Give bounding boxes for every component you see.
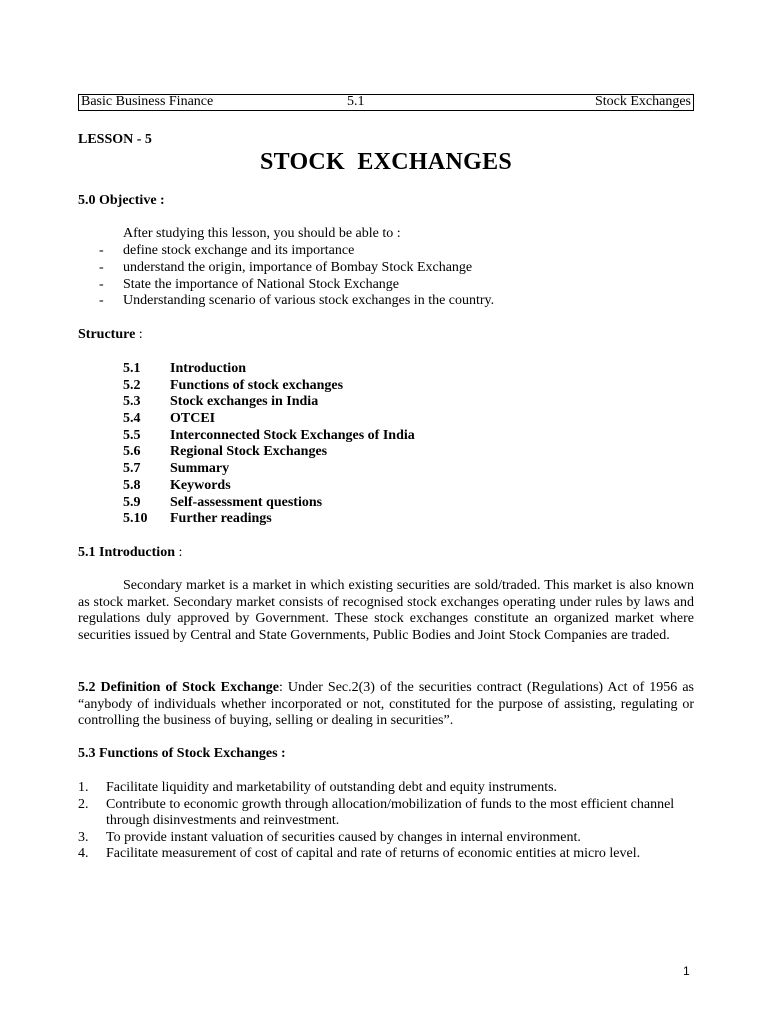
header-chapter-title: Stock Exchanges — [594, 94, 691, 110]
introduction-body: Secondary market is a market in which existing securities are sold/traded. This market is also known as stock market. Secondary market consists of recognised stock exchanges operating under rules by laws and regulations duly approved by Government. These stock exchanges constitute an organized market where securities issued by Central and State Governments, Public Bodies and Joint Stock Companies are traded. — [78, 578, 694, 643]
introduction-heading-colon: : — [174, 545, 183, 560]
header-course-title: Basic Business Finance — [81, 94, 214, 110]
objective-intro: After studying this lesson, you should be able to : — [123, 226, 401, 241]
objective-item: - Understanding scenario of various stock exchanges in the country. — [99, 293, 495, 309]
objective-item: - define stock exchange and its importance — [99, 243, 355, 258]
structure-item-number: 5.6 — [123, 444, 141, 460]
structure-item-number: 5.7 — [123, 461, 141, 477]
page-title-text: STOCK EXCHANGES — [259, 149, 513, 175]
structure-item-number: 5.10 — [123, 511, 148, 527]
introduction-heading — [78, 545, 182, 562]
structure-item-label: Regional Stock Exchanges — [170, 444, 328, 460]
structure-item-label: Summary — [170, 461, 230, 477]
structure-item-label: Introduction — [170, 361, 246, 376]
functions-heading — [78, 746, 286, 763]
structure-item — [123, 361, 415, 378]
definition-heading: 5.2 Definition of Stock Exchange — [78, 680, 279, 695]
functions-item-number: 3. — [78, 829, 89, 845]
structure-item — [123, 478, 415, 495]
structure-heading-colon: : — [135, 327, 143, 342]
structure-item — [123, 495, 415, 512]
functions-list — [78, 780, 694, 863]
structure-item — [123, 444, 415, 461]
page-title — [78, 148, 694, 176]
functions-item — [78, 846, 694, 863]
definition-body: : Under Sec.2(3) of the securities contract (Regulations) Act of 1956 as “anybody of individuals whether incorporated or not, constituted for the purpose of assisting, regulating or controlling the business of buying, selling or dealing in securities”. — [78, 680, 694, 728]
objective-item-text: define stock exchange and its importance — [123, 243, 355, 258]
header-page-ref: 5.1 — [347, 94, 365, 110]
structure-item-number: 5.8 — [123, 477, 141, 493]
structure-item — [123, 511, 415, 528]
structure-item — [123, 428, 415, 445]
functions-item — [78, 830, 694, 847]
structure-heading — [78, 327, 143, 344]
objective-item-text: understand the origin, importance of Bombay Stock Exchange — [123, 259, 473, 275]
structure-list — [123, 361, 415, 528]
structure-item-number: 5.5 — [123, 427, 141, 443]
functions-item — [78, 797, 694, 830]
objective-item-text: Understanding scenario of various stock exchanges in the country. — [123, 293, 495, 309]
introduction-heading-label: 5.1 Introduction — [78, 545, 175, 560]
objective-list — [78, 243, 694, 310]
objective-item-text: State the importance of National Stock Exchange — [123, 276, 400, 292]
structure-item — [123, 461, 415, 478]
structure-item-label: Further readings — [170, 511, 272, 527]
lesson-label: LESSON - 5 — [78, 132, 152, 147]
structure-item-number: 5.3 — [123, 394, 141, 410]
functions-item — [78, 780, 694, 797]
functions-item-number: 4. — [78, 846, 89, 861]
introduction-paragraph — [78, 578, 694, 644]
definition-paragraph — [78, 680, 694, 730]
functions-item-number: 2. — [78, 796, 89, 812]
structure-item-number: 5.1 — [123, 361, 141, 376]
objective-heading: 5.0 Objective : — [78, 193, 165, 208]
objective-item: - understand the origin, importance of Bombay Stock Exchange — [99, 259, 473, 275]
structure-item-label: Functions of stock exchanges — [170, 377, 344, 393]
functions-item-text: To provide instant valuation of securities caused by changes in internal environment. — [106, 829, 581, 845]
structure-item — [123, 411, 415, 428]
page-number: 1 — [683, 964, 690, 978]
functions-item-text: Facilitate liquidity and marketability of outstanding debt and equity instruments. — [106, 780, 558, 795]
functions-item-text: Facilitate measurement of cost of capital and rate of returns of economic entities at micro level. — [106, 846, 641, 861]
functions-item-text: Contribute to economic growth through allocation/mobilization of funds to the most efficient channel through disinvestments and reinvestment. — [106, 796, 675, 828]
structure-item-number: 5.4 — [123, 411, 141, 427]
structure-item-number: 5.2 — [123, 377, 141, 393]
structure-item-label: Self-assessment questions — [170, 494, 323, 510]
structure-item-number: 5.9 — [123, 494, 141, 510]
functions-item-number: 1. — [78, 780, 89, 795]
structure-item — [123, 394, 415, 411]
objective-item: - State the importance of National Stock Exchange — [99, 276, 400, 292]
structure-item-label: OTCEI — [170, 411, 216, 427]
structure-item-label: Interconnected Stock Exchanges of India — [170, 427, 415, 443]
structure-heading-label: Structure — [78, 327, 136, 342]
functions-heading-label: 5.3 Functions of Stock Exchanges : — [78, 746, 286, 761]
structure-item — [123, 378, 415, 395]
running-header — [78, 94, 694, 111]
structure-item-label: Stock exchanges in India — [170, 394, 319, 410]
structure-item-label: Keywords — [170, 477, 231, 493]
